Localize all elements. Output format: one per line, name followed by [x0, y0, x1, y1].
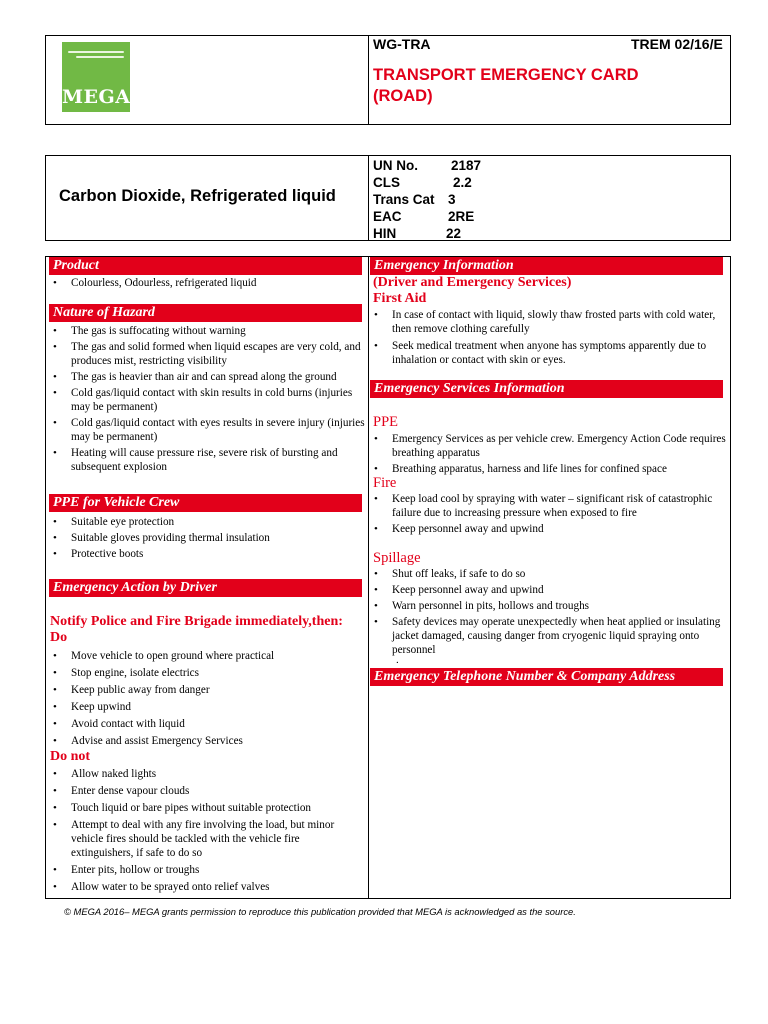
list-item: • Shut off leaks, if safe to do so — [370, 567, 726, 581]
list-item: • Allow water to be sprayed onto relief valves — [47, 880, 361, 894]
list-item: • Warn personnel in pits, hollows and troughs — [370, 599, 726, 613]
hin-value: 22 — [446, 226, 462, 241]
list-item: • Breathing apparatus, harness and life lines for confined space — [370, 462, 726, 476]
list-item: • Safety devices may operate unexpectedly when heat applied or insulating jacket damaged, causing danger from cryogenic liquid spraying onto personnel — [370, 615, 726, 657]
eac-row — [373, 208, 573, 225]
list-item: • Attempt to deal with any fire involving the load, but minor vehicle fires should be tackled with the vehicle fire extinguishers, if safe to do so — [47, 818, 361, 860]
card-title — [373, 65, 673, 107]
list-item: • Suitable eye protection — [47, 515, 361, 529]
class-label: CLS — [373, 175, 400, 190]
list-item: • Protective boots — [47, 547, 361, 561]
first-aid-label: First Aid — [373, 291, 427, 306]
un-number-row — [373, 157, 573, 174]
do-label: Do — [50, 630, 68, 645]
do-list — [47, 649, 361, 748]
list-item: • Advise and assist Emergency Services — [47, 734, 361, 748]
list-item: • The gas is suffocating without warning — [47, 324, 365, 338]
list-item: • Enter pits, hollow or troughs — [47, 863, 361, 877]
list-item: • Move vehicle to open ground where practical — [47, 649, 361, 663]
substance-name: Carbon Dioxide, Refrigerated liquid — [59, 187, 336, 205]
list-item: • The gas and solid formed when liquid escapes are very cold, and produces mist, restricting visibility — [47, 340, 365, 368]
logo-arabic-text — [66, 48, 126, 66]
eac-value: 2RE — [448, 209, 475, 224]
spillage-label: Spillage — [373, 550, 421, 566]
fire-list — [370, 492, 726, 536]
hin-label: HIN — [373, 226, 397, 241]
fire-label: Fire — [373, 475, 397, 491]
logo-word: MEGA — [62, 86, 131, 108]
list-item: • Keep public away from danger — [47, 683, 361, 697]
class-row — [373, 174, 573, 191]
mega-logo — [62, 42, 130, 112]
list-item: • Keep load cool by spraying with water – significant risk of catastrophic failure due to increasing pressure when exposed to fire — [370, 492, 726, 520]
list-item: • Enter dense vapour clouds — [47, 784, 361, 798]
hazard-list — [47, 324, 365, 474]
list-item: • Allow naked lights — [47, 767, 361, 781]
transport-category-value: 3 — [448, 192, 456, 207]
hin-row — [373, 225, 573, 242]
un-number-label: UN No. — [373, 158, 418, 173]
list-item: • Touch liquid or bare pipes without suitable protection — [47, 801, 361, 815]
document-reference: TREM 02/16/E — [631, 36, 723, 52]
list-item: • Heating will cause pressure rise, severe risk of bursting and subsequent explosion — [47, 446, 365, 474]
class-value: 2.2 — [453, 175, 472, 190]
transport-category-label: Trans Cat — [373, 192, 435, 207]
ppe-crew-list — [47, 515, 361, 561]
card-title-line1: TRANSPORT EMERGENCY CARD — [373, 66, 639, 84]
driver-action-heading: Emergency Action by Driver — [49, 579, 362, 597]
product-list — [47, 276, 361, 290]
ppe-list — [370, 432, 726, 476]
header-divider — [368, 36, 369, 124]
eac-label: EAC — [373, 209, 402, 224]
first-aid-list — [370, 308, 726, 367]
list-item: • Colourless, Odourless, refrigerated liquid — [47, 276, 361, 290]
do-not-label: Do not — [50, 749, 91, 764]
notify-instruction: Notify Police and Fire Brigade immediately,then: — [50, 614, 343, 629]
telephone-heading: Emergency Telephone Number & Company Address — [370, 668, 723, 686]
services-info-heading: Emergency Services Information — [370, 380, 723, 398]
substance-divider — [368, 156, 369, 240]
list-item: • The gas is heavier than air and can spread along the ground — [47, 370, 365, 384]
do-not-list — [47, 767, 361, 894]
list-item: • Stop engine, isolate electrics — [47, 666, 361, 680]
card-title-line2: (ROAD) — [373, 87, 433, 105]
ppe-label: PPE — [373, 414, 398, 430]
emergency-info-heading: Emergency Information — [370, 257, 723, 275]
spillage-list — [370, 567, 726, 657]
substance-classification — [373, 157, 573, 242]
list-item: • Suitable gloves providing thermal insulation — [47, 531, 361, 545]
main-divider — [368, 257, 369, 898]
product-heading: Product — [49, 257, 362, 275]
hazard-heading: Nature of Hazard — [49, 304, 362, 322]
un-number-value: 2187 — [451, 158, 482, 173]
list-item: • Keep personnel away and upwind — [370, 583, 726, 597]
list-item: • Seek medical treatment when anyone has symptoms apparently due to inhalation or contact with skin or eyes. — [370, 339, 726, 367]
list-item: • Cold gas/liquid contact with eyes results in severe injury (injuries may be permanent) — [47, 416, 365, 444]
list-item: • Cold gas/liquid contact with skin results in cold burns (injuries may be permanent) — [47, 386, 365, 414]
document-code: WG-TRA — [373, 36, 431, 52]
list-item: • Avoid contact with liquid — [47, 717, 361, 731]
list-item: • Keep personnel away and upwind — [370, 522, 726, 536]
list-item: • Keep upwind — [47, 700, 361, 714]
list-item: • Emergency Services as per vehicle crew. Emergency Action Code requires breathing apparatus — [370, 432, 726, 460]
ppe-crew-heading: PPE for Vehicle Crew — [49, 494, 362, 512]
emergency-info-subtitle: (Driver and Emergency Services) — [373, 275, 572, 290]
copyright-footer: © MEGA 2016– MEGA grants permission to reproduce this publication provided that MEGA is acknowledged as the source. — [64, 906, 576, 917]
trailing-dot: . — [396, 654, 399, 666]
transport-category-row — [373, 191, 573, 208]
list-item: • In case of contact with liquid, slowly thaw frosted parts with cold water, then remove clothing carefully — [370, 308, 726, 336]
